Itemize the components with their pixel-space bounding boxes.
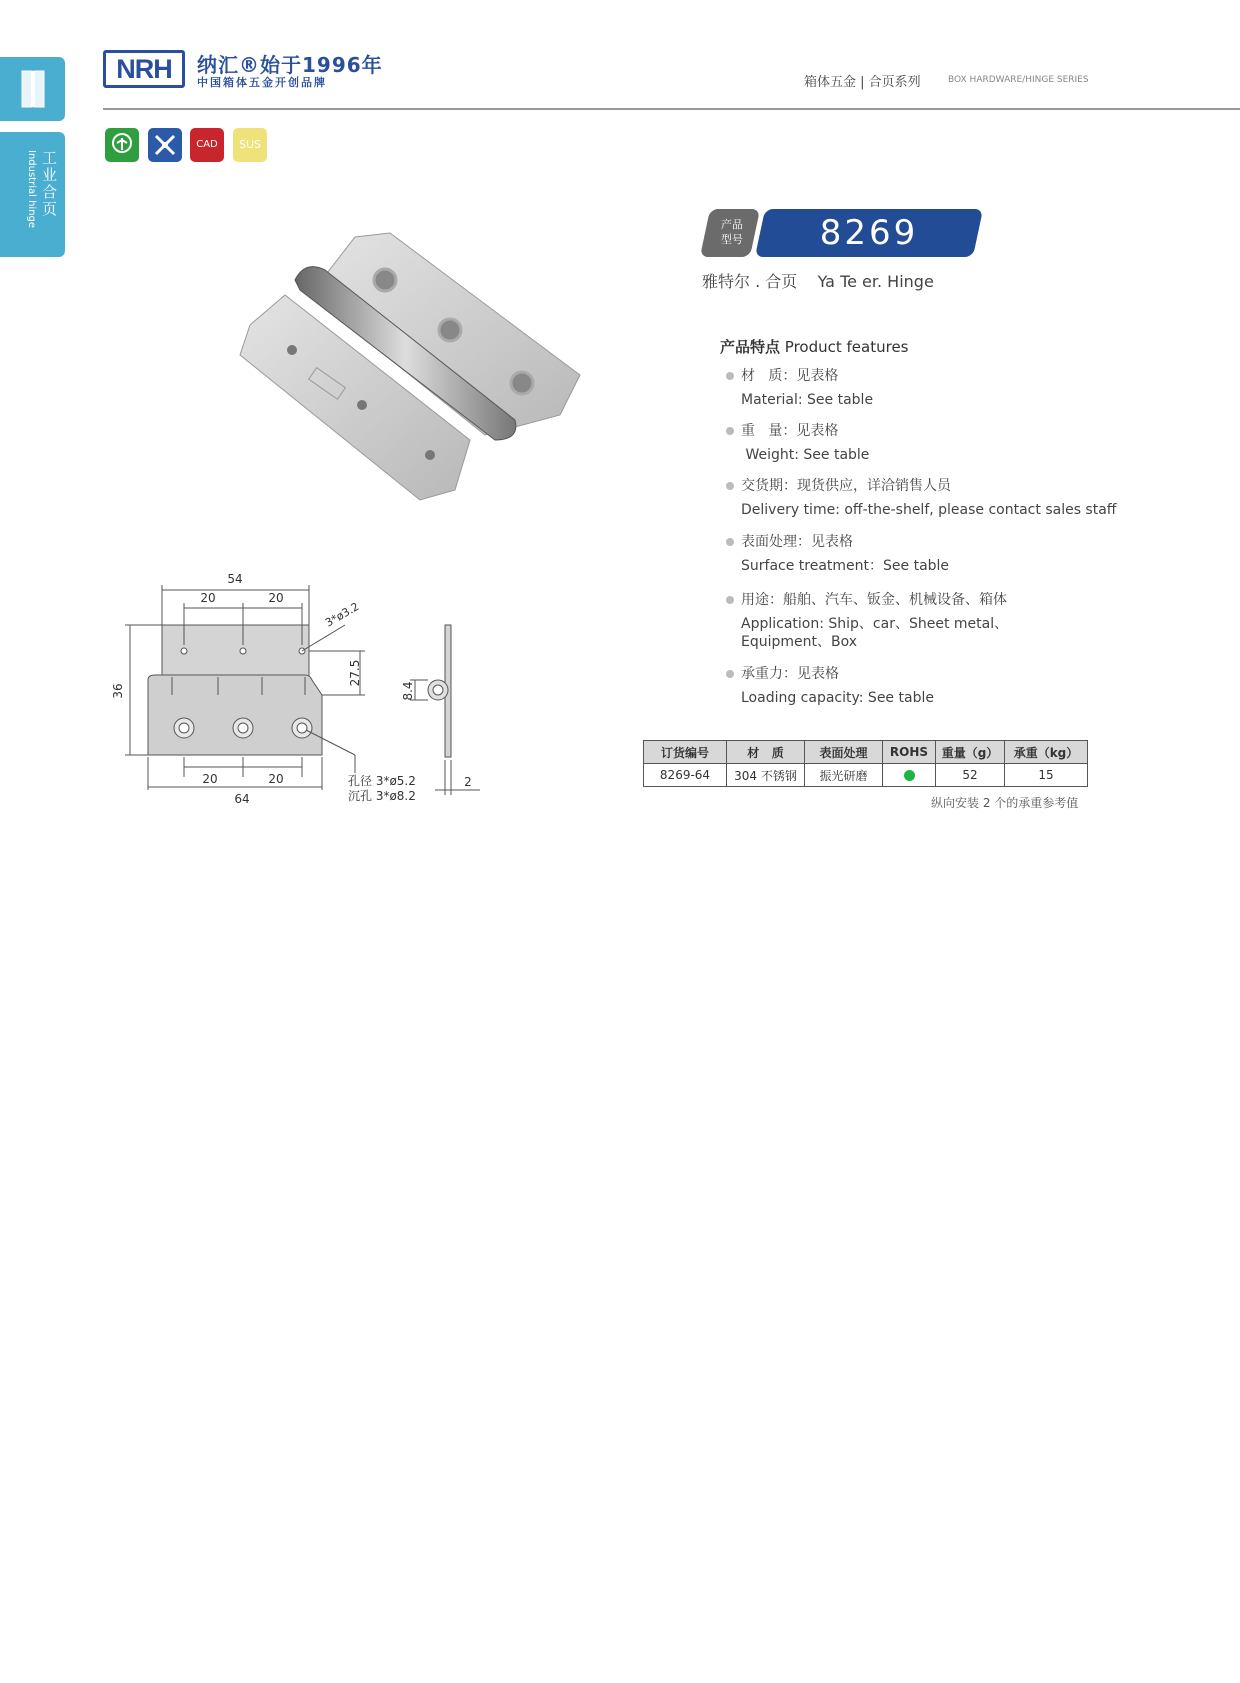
feature-material-en: Material: See table xyxy=(741,392,874,408)
feature-material xyxy=(741,367,873,409)
model-tag-line2: 型号 xyxy=(721,233,743,246)
feature-delivery xyxy=(741,477,1116,519)
side-tab-label-cn: 工业合页 xyxy=(40,150,58,218)
feature-weight-cn: 重 量：见表格 xyxy=(741,423,839,439)
eco-icon xyxy=(105,128,139,162)
cell-material: 304 不锈钢 xyxy=(727,764,805,787)
feature-load xyxy=(741,665,934,707)
sus-icon: SUS xyxy=(233,128,267,162)
feature-application xyxy=(741,591,1008,651)
cad-icon: CAD xyxy=(190,128,224,162)
product-photo xyxy=(225,225,605,510)
model-tag-line1: 产品 xyxy=(721,218,743,231)
dim-20-bottom-right: 20 xyxy=(268,772,284,786)
dim-36: 36 xyxy=(111,683,125,699)
cell-load: 15 xyxy=(1005,764,1088,787)
countersink-note: 沉孔 3*ø8.2 xyxy=(348,789,416,803)
col-weight: 重量（g） xyxy=(936,741,1005,764)
hinge-icon xyxy=(20,69,46,109)
col-load: 承重（kg） xyxy=(1005,741,1088,764)
rohs-status-icon xyxy=(904,770,915,781)
feature-load-cn: 承重力：见表格 xyxy=(741,666,839,682)
category-breadcrumb: 箱体五金 | 合页系列 xyxy=(804,75,921,90)
feature-surface xyxy=(741,533,949,575)
technical-drawing xyxy=(110,545,490,815)
feature-surface-en: Surface treatment：See table xyxy=(741,558,950,574)
dim-2: 2 xyxy=(464,775,472,789)
side-tab-hinge-icon[interactable] xyxy=(0,57,65,121)
model-tag-label xyxy=(712,217,752,247)
dim-20-top-left: 20 xyxy=(200,591,216,605)
table-note: 纵向安装 2 个的承重参考值 xyxy=(931,796,1079,810)
cell-code: 8269-64 xyxy=(644,764,727,787)
col-material: 材 质 xyxy=(727,741,805,764)
cell-rohs xyxy=(883,764,936,787)
dim-20-bottom-left: 20 xyxy=(202,772,218,786)
table-header-row xyxy=(644,741,1088,764)
bullet-icon xyxy=(726,372,734,380)
brand-logo: NRH xyxy=(103,50,185,88)
brand-title: 纳汇®始于1996年 xyxy=(197,53,383,77)
hole-diameter-note: 孔径 3*ø5.2 xyxy=(348,774,416,788)
col-order-code: 订货编号 xyxy=(644,741,727,764)
bullet-icon xyxy=(726,670,734,678)
model-name: 雅特尔 . 合页 Ya Te er. Hinge xyxy=(702,272,934,291)
side-tab-label-en: Industrial hinge xyxy=(26,150,37,229)
dim-64: 64 xyxy=(234,792,250,806)
feature-material-cn: 材 质：见表格 xyxy=(741,368,839,384)
feature-delivery-en: Delivery time: off-the-shelf, please contact sales staff xyxy=(741,502,1117,518)
bullet-icon xyxy=(726,538,734,546)
feature-application-en: Application: Ship、car、Sheet metal、 xyxy=(741,616,1009,632)
cell-weight: 52 xyxy=(936,764,1005,787)
feature-weight xyxy=(741,422,869,464)
bullet-icon xyxy=(726,482,734,490)
feature-application-cn: 用途：船舶、汽车、钣金、机械设备、箱体 xyxy=(741,592,1007,608)
feature-load-en: Loading capacity: See table xyxy=(741,690,934,706)
col-rohs: ROHS xyxy=(883,741,936,764)
side-tab-label xyxy=(22,150,58,228)
features-title-en: Product features xyxy=(784,338,909,356)
bullet-icon xyxy=(726,596,734,604)
bullet-icon xyxy=(726,427,734,435)
features-title-cn: 产品特点 xyxy=(720,338,781,356)
dim-8-4: 8.4 xyxy=(401,681,415,701)
model-number: 8269 xyxy=(819,213,919,253)
feature-application-en-line2: Equipment、Box xyxy=(741,634,858,650)
col-surface: 表面处理 xyxy=(805,741,883,764)
feature-weight-en: Weight: See table xyxy=(741,447,870,463)
features-title xyxy=(720,336,909,357)
dim-27-5: 27.5 xyxy=(348,659,362,687)
feature-surface-cn: 表面处理：见表格 xyxy=(741,534,853,550)
small-hole-label: 3*ø3.2 xyxy=(323,599,362,630)
series-label: BOX HARDWARE/HINGE SERIES xyxy=(948,75,1089,85)
brand-subtitle: 中国箱体五金开创品牌 xyxy=(197,76,327,89)
table-row xyxy=(644,764,1088,787)
dim-20-top-right: 20 xyxy=(268,591,284,605)
dim-54: 54 xyxy=(227,572,243,586)
header-divider xyxy=(103,108,1240,110)
cell-surface: 振光研磨 xyxy=(805,764,883,787)
spec-table xyxy=(643,740,1088,787)
tools-icon xyxy=(148,128,182,162)
feature-delivery-cn: 交货期：现货供应，详洽销售人员 xyxy=(741,478,951,494)
